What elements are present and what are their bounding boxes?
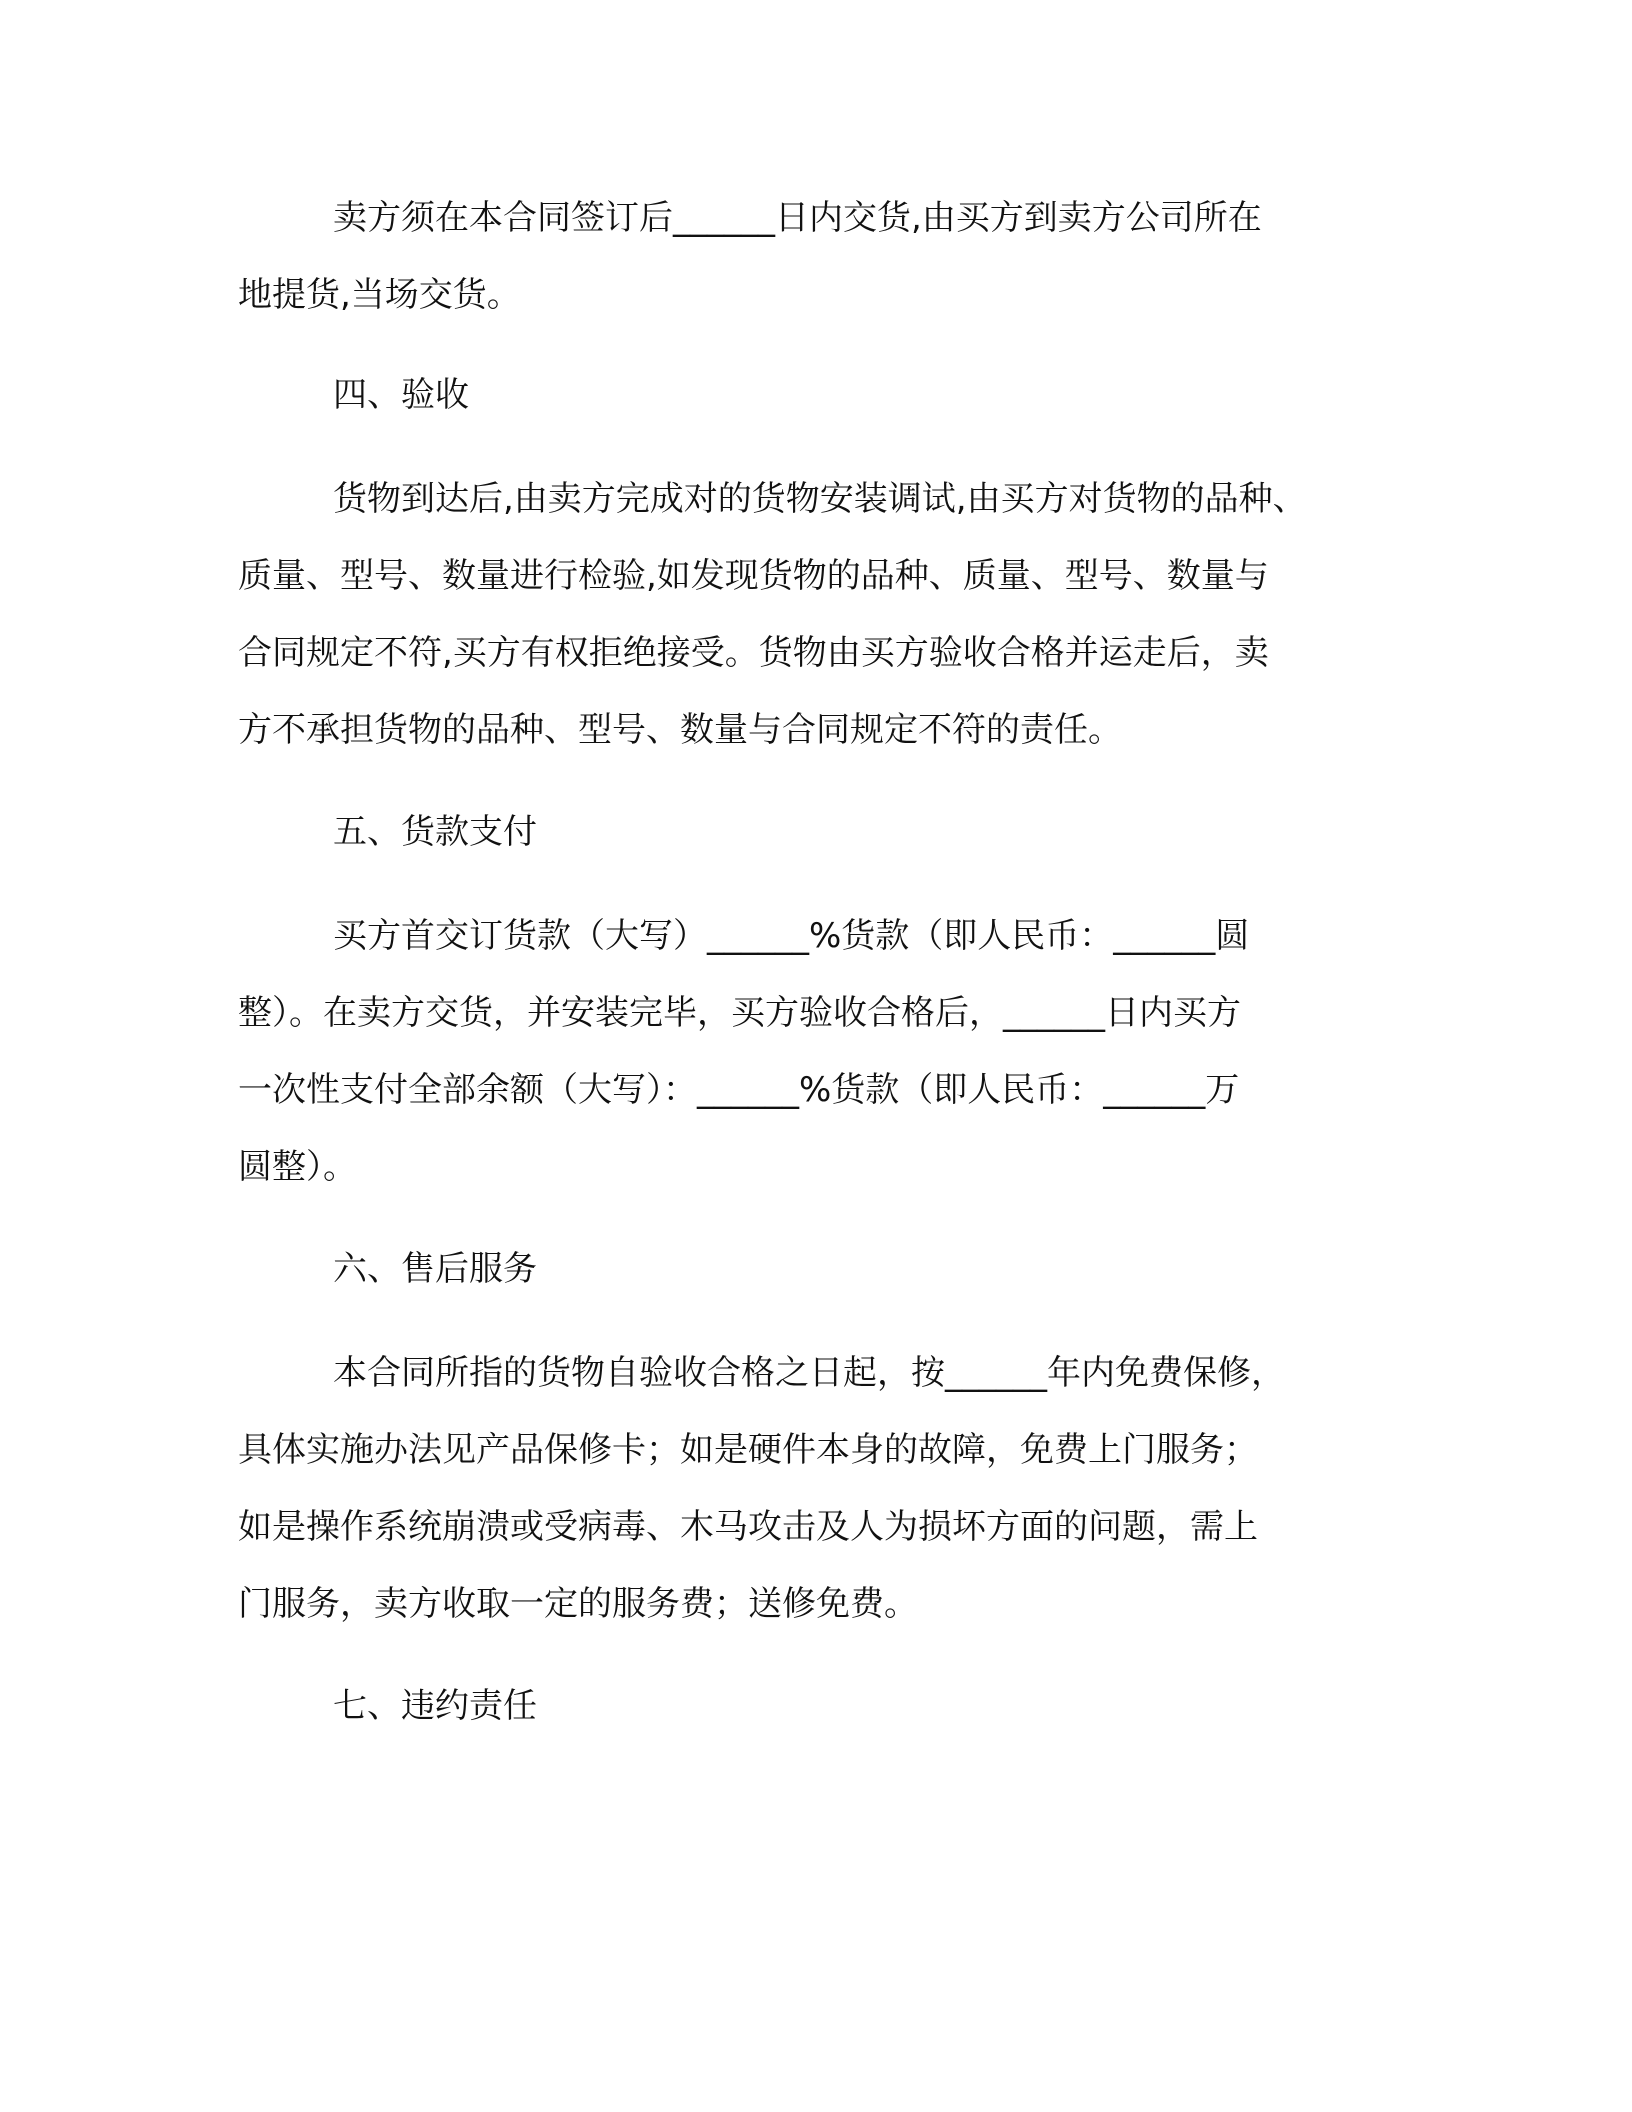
section-4-paragraph-line-2: 质量、型号、数量进行检验,如发现货物的品种、质量、型号、数量与 xyxy=(238,556,1269,596)
delivery-paragraph-line-2: 地提货,当场交货。 xyxy=(238,275,521,315)
section-6-title: 六、售后服务 xyxy=(333,1249,537,1289)
section-7-title: 七、违约责任 xyxy=(333,1686,537,1726)
section-4-title: 四、验收 xyxy=(333,375,469,415)
section-4-paragraph-line-4: 方不承担货物的品种、型号、数量与合同规定不符的责任。 xyxy=(238,710,1122,750)
section-4-paragraph-line-3: 合同规定不符,买方有权拒绝接受。货物由买方验收合格并运走后，卖 xyxy=(238,633,1269,673)
section-5-paragraph-line-3: 一次性支付全部余额（大写）：______%货款（即人民币：______万 xyxy=(238,1070,1240,1110)
delivery-paragraph-line-1: 卖方须在本合同签订后______日内交货,由买方到卖方公司所在 xyxy=(333,198,1262,238)
section-5-paragraph-line-1: 买方首交订货款（大写）______%货款（即人民币：______圆 xyxy=(333,916,1250,956)
section-6-paragraph-line-2: 具体实施办法见产品保修卡；如是硬件本身的故障，免费上门服务； xyxy=(238,1430,1258,1470)
section-5-title: 五、货款支付 xyxy=(333,812,537,852)
section-6-paragraph-line-4: 门服务，卖方收取一定的服务费；送修免费。 xyxy=(238,1584,918,1624)
section-4-paragraph-line-1: 货物到达后,由卖方完成对的货物安装调试,由买方对货物的品种、 xyxy=(333,479,1307,519)
section-5-paragraph-line-2: 整）。在卖方交货，并安装完毕，买方验收合格后，______日内买方 xyxy=(238,993,1241,1033)
section-5-paragraph-line-4: 圆整）。 xyxy=(238,1147,357,1187)
section-6-paragraph-line-1: 本合同所指的货物自验收合格之日起，按______年内免费保修， xyxy=(333,1353,1285,1393)
section-6-paragraph-line-3: 如是操作系统崩溃或受病毒、木马攻击及人为损坏方面的问题，需上 xyxy=(238,1507,1258,1547)
